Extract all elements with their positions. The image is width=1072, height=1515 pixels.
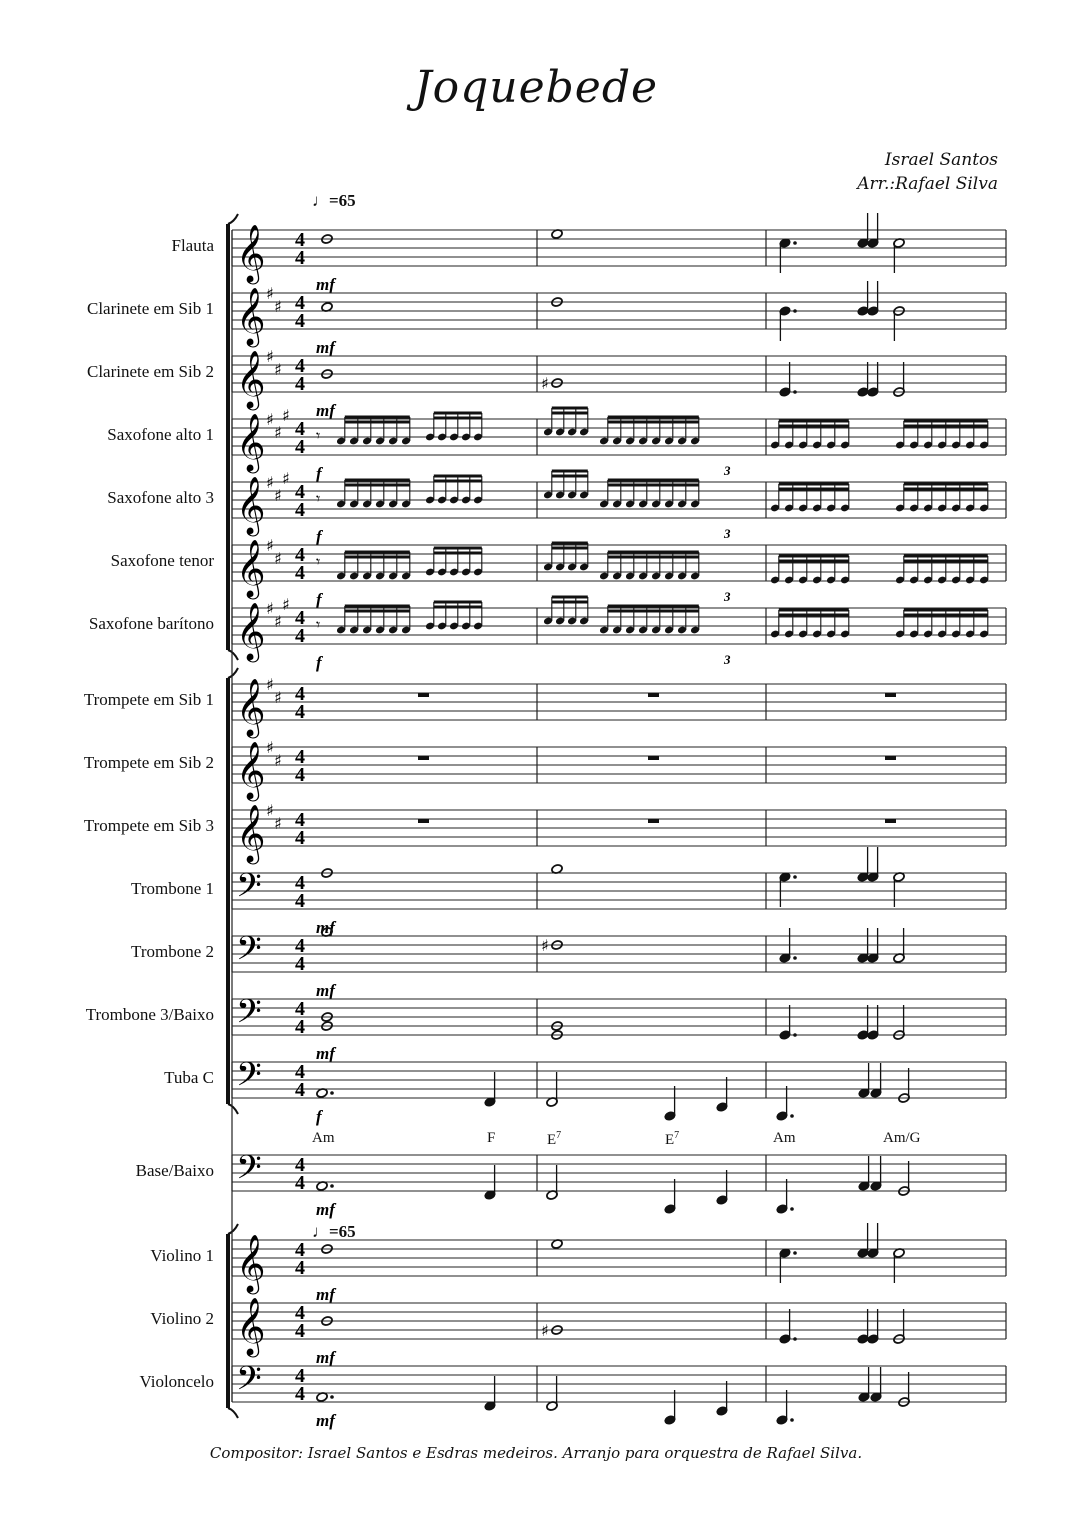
dynamic-mark: f <box>316 527 322 546</box>
chord-root: E <box>665 1132 675 1148</box>
instrument-label: Trompete em Sib 1 <box>83 690 214 709</box>
instrument-label: Saxofone alto 3 <box>107 488 214 507</box>
key-sharp-icon: ♯ <box>274 297 282 316</box>
treble-clef-icon: 𝄞 <box>236 1297 266 1355</box>
note <box>779 872 797 907</box>
treble-clef-icon: 𝄞 <box>236 602 266 660</box>
key-sharp-icon: ♯ <box>274 814 282 833</box>
time-signature-top: 4 <box>295 998 305 1020</box>
note <box>779 1005 797 1040</box>
note <box>546 1072 558 1107</box>
note <box>893 928 905 963</box>
time-signature-top: 4 <box>295 935 305 957</box>
whole-rest-icon <box>885 693 896 697</box>
whole-rest-icon <box>418 693 429 697</box>
key-sharp-icon: ♯ <box>266 410 274 429</box>
time-signature-top: 4 <box>295 229 305 251</box>
sixteenth-run <box>895 484 989 512</box>
dynamic-mark: mf <box>316 1044 335 1063</box>
bass-clef-icon: 𝄢 <box>236 993 262 1039</box>
time-signature-bottom: 4 <box>295 1016 305 1038</box>
time-signature-top: 4 <box>295 355 305 377</box>
note <box>857 281 869 316</box>
whole-rest-icon <box>885 819 896 823</box>
instrument-label: Saxofone tenor <box>110 551 214 570</box>
note <box>779 928 797 963</box>
note <box>857 1005 869 1040</box>
time-signature-bottom: 4 <box>295 1172 305 1194</box>
sixteenth-run <box>336 480 411 508</box>
dynamic-mark: mf <box>316 981 335 1000</box>
instrument-label: Clarinete em Sib 1 <box>86 299 214 318</box>
tuplet-number: 3 <box>724 589 731 604</box>
note <box>867 1309 879 1344</box>
sixteenth-run <box>770 556 850 584</box>
dynamic-mark: mf <box>316 918 335 937</box>
dynamic-mark: mf <box>316 1348 335 1367</box>
note <box>867 281 879 316</box>
treble-clef-icon: 𝄞 <box>236 224 266 282</box>
sixteenth-run <box>543 408 589 436</box>
note <box>664 1086 676 1121</box>
instrument-label: Trombone 2 <box>131 942 214 961</box>
time-signature-top: 4 <box>295 1154 305 1176</box>
note <box>867 847 879 882</box>
eighth-rest-icon: 𝄾 <box>316 426 321 445</box>
dynamic-mark: f <box>316 1107 322 1126</box>
note <box>870 1063 882 1098</box>
whole-rest-icon <box>885 756 896 760</box>
note <box>858 1367 870 1402</box>
note <box>858 1063 870 1098</box>
key-sharp-icon: ♯ <box>274 612 282 631</box>
note <box>893 872 905 907</box>
note <box>546 1376 558 1411</box>
key-sharp-icon: ♯ <box>266 599 274 618</box>
time-signature-top: 4 <box>295 481 305 503</box>
note <box>870 1156 882 1191</box>
note <box>857 1223 869 1258</box>
instrument-label: Trompete em Sib 2 <box>83 753 214 772</box>
note <box>484 1165 496 1200</box>
time-signature-top: 4 <box>295 746 305 768</box>
key-sharp-icon: ♯ <box>282 595 290 614</box>
key-sharp-icon: ♯ <box>266 675 274 694</box>
bracket-hook <box>228 214 238 224</box>
treble-clef-icon: 𝄞 <box>236 804 266 862</box>
instrument-label: Flauta <box>171 236 214 255</box>
time-signature-bottom: 4 <box>295 310 305 332</box>
tuplet-number: 3 <box>724 463 731 478</box>
sixteenth-run <box>895 610 989 638</box>
key-sharp-icon: ♯ <box>266 738 274 757</box>
whole-rest-icon <box>418 819 429 823</box>
dynamic-mark: f <box>316 590 322 609</box>
time-signature-top: 4 <box>295 1061 305 1083</box>
sixteenth-run <box>895 421 989 449</box>
footer-credit: Compositor: Israel Santos e Esdras medeiros. Arranjo para orquestra de Rafael Silva. <box>209 1444 863 1462</box>
chord-extension: 7 <box>674 1130 680 1141</box>
note <box>867 1223 879 1258</box>
time-signature-bottom: 4 <box>295 436 305 458</box>
note <box>857 847 869 882</box>
bass-clef-icon: 𝄢 <box>236 1149 262 1195</box>
time-signature-top: 4 <box>295 607 305 629</box>
key-sharp-icon: ♯ <box>282 406 290 425</box>
time-signature-top: 4 <box>295 1302 305 1324</box>
instrument-label: Clarinete em Sib 2 <box>86 362 214 381</box>
dynamic-mark: mf <box>316 1411 335 1430</box>
note <box>870 1367 882 1402</box>
key-sharp-icon: ♯ <box>274 360 282 379</box>
treble-clef-icon: 𝄞 <box>236 678 266 736</box>
treble-clef-icon: 𝄞 <box>236 350 266 408</box>
note <box>779 306 797 341</box>
tuplet-number: 3 <box>724 526 731 541</box>
instrument-label: Violino 2 <box>150 1309 214 1328</box>
time-signature-bottom: 4 <box>295 247 305 269</box>
sixteenth-run <box>543 471 589 499</box>
time-signature-bottom: 4 <box>295 1257 305 1279</box>
note <box>779 362 797 397</box>
time-signature-top: 4 <box>295 683 305 705</box>
note <box>716 1077 728 1112</box>
time-signature-top: 4 <box>295 1239 305 1261</box>
sixteenth-run <box>336 606 411 634</box>
key-sharp-icon: ♯ <box>266 347 274 366</box>
treble-clef-icon: 𝄞 <box>236 539 266 597</box>
bass-clef-icon: 𝄢 <box>236 930 262 976</box>
whole-rest-icon <box>648 693 659 697</box>
bass-clef-icon: 𝄢 <box>236 1360 262 1406</box>
note <box>867 213 879 248</box>
note <box>776 1390 794 1425</box>
sixteenth-run <box>599 552 700 580</box>
treble-clef-icon: 𝄞 <box>236 741 266 799</box>
whole-rest-icon <box>648 756 659 760</box>
instrument-label: Violino 1 <box>150 1246 214 1265</box>
note <box>664 1390 676 1425</box>
note <box>779 1248 797 1283</box>
note <box>776 1086 794 1121</box>
chord-root: Am <box>773 1130 796 1146</box>
note <box>484 1376 496 1411</box>
dynamic-mark: mf <box>316 275 335 294</box>
note <box>893 238 905 273</box>
page-title: Joquebede <box>413 62 659 113</box>
note <box>857 362 869 397</box>
svg-text:♯: ♯ <box>541 374 549 393</box>
sixteenth-run <box>770 421 850 449</box>
composer-name: Israel Santos <box>884 150 998 170</box>
treble-clef-icon: 𝄞 <box>236 287 266 345</box>
time-signature-top: 4 <box>295 544 305 566</box>
note <box>858 1156 870 1191</box>
instrument-label: Violoncelo <box>139 1372 214 1391</box>
time-signature-top: 4 <box>295 809 305 831</box>
sixteenth-run <box>543 543 589 571</box>
key-sharp-icon: ♯ <box>266 536 274 555</box>
key-sharp-icon: ♯ <box>282 469 290 488</box>
note <box>867 928 879 963</box>
time-signature-bottom: 4 <box>295 953 305 975</box>
sixteenth-run <box>895 556 989 584</box>
whole-rest-icon <box>648 819 659 823</box>
note <box>664 1179 676 1214</box>
chord-root: Am <box>312 1130 335 1146</box>
note <box>779 238 797 273</box>
sixteenth-run <box>425 602 483 630</box>
sixteenth-run <box>770 610 850 638</box>
instrument-label: Trombone 3/Baixo <box>85 1005 214 1024</box>
bracket-hook <box>228 1104 238 1114</box>
note <box>893 1248 905 1283</box>
sixteenth-run <box>336 417 411 445</box>
key-sharp-icon: ♯ <box>266 284 274 303</box>
time-signature-bottom: 4 <box>295 499 305 521</box>
time-signature-bottom: 4 <box>295 562 305 584</box>
time-signature-bottom: 4 <box>295 1079 305 1101</box>
time-signature-bottom: 4 <box>295 373 305 395</box>
treble-clef-icon: 𝄞 <box>236 1234 266 1292</box>
eighth-rest-icon: 𝄾 <box>316 489 321 508</box>
sixteenth-run <box>599 417 700 445</box>
bracket-hook <box>228 1408 238 1418</box>
time-signature-bottom: 4 <box>295 1383 305 1405</box>
instrument-label: Trombone 1 <box>131 879 214 898</box>
sixteenth-run <box>599 480 700 508</box>
note <box>779 1309 797 1344</box>
note <box>484 1072 496 1107</box>
note <box>857 1309 869 1344</box>
whole-rest-icon <box>418 756 429 760</box>
key-sharp-icon: ♯ <box>274 486 282 505</box>
chord-root: E <box>547 1132 557 1148</box>
time-signature-bottom: 4 <box>295 890 305 912</box>
key-sharp-icon: ♯ <box>266 801 274 820</box>
tuplet-number: 3 <box>724 652 731 667</box>
chord-extension: 7 <box>556 1130 562 1141</box>
treble-clef-icon: 𝄞 <box>236 413 266 471</box>
key-sharp-icon: ♯ <box>266 473 274 492</box>
note <box>546 1165 558 1200</box>
time-signature-top: 4 <box>295 1365 305 1387</box>
instrument-label: Saxofone barítono <box>88 614 214 633</box>
key-sharp-icon: ♯ <box>274 423 282 442</box>
sixteenth-run <box>543 597 589 625</box>
bracket-hook <box>228 1224 238 1234</box>
sixteenth-run <box>425 413 483 441</box>
eighth-rest-icon: 𝄾 <box>316 552 321 571</box>
note <box>857 213 869 248</box>
key-sharp-icon: ♯ <box>274 751 282 770</box>
key-sharp-icon: ♯ <box>274 688 282 707</box>
key-sharp-icon: ♯ <box>274 549 282 568</box>
bass-clef-icon: 𝄢 <box>236 1056 262 1102</box>
instrument-label: Tuba C <box>164 1068 214 1087</box>
time-signature-top: 4 <box>295 872 305 894</box>
time-signature-top: 4 <box>295 418 305 440</box>
instrument-label: Saxofone alto 1 <box>107 425 214 444</box>
eighth-rest-icon: 𝄾 <box>316 615 321 634</box>
dynamic-mark: mf <box>316 338 335 357</box>
dynamic-mark: mf <box>316 1200 335 1219</box>
note <box>716 1170 728 1205</box>
arranger-name: Arr.:Rafael Silva <box>857 174 998 194</box>
instrument-label: Trompete em Sib 3 <box>83 816 214 835</box>
dynamic-mark: f <box>316 653 322 672</box>
sixteenth-run <box>336 552 411 580</box>
sixteenth-run <box>770 484 850 512</box>
time-signature-bottom: 4 <box>295 827 305 849</box>
sixteenth-run <box>425 548 483 576</box>
time-signature-top: 4 <box>295 292 305 314</box>
svg-text:♯: ♯ <box>541 1321 549 1340</box>
chord-root: Am/G <box>883 1130 921 1146</box>
sixteenth-run <box>599 606 700 634</box>
note <box>716 1381 728 1416</box>
instrument-label: Base/Baixo <box>135 1161 214 1180</box>
note <box>776 1179 794 1214</box>
sixteenth-run <box>425 476 483 504</box>
tempo-mark: ♩=65 <box>312 191 356 210</box>
treble-clef-icon: 𝄞 <box>236 476 266 534</box>
dynamic-mark: mf <box>316 1285 335 1304</box>
note <box>857 928 869 963</box>
svg-text:♯: ♯ <box>541 936 549 955</box>
bass-clef-icon: 𝄢 <box>236 867 262 913</box>
time-signature-bottom: 4 <box>295 764 305 786</box>
dynamic-mark: mf <box>316 401 335 420</box>
note <box>867 362 879 397</box>
chord-root: F <box>487 1130 496 1146</box>
bracket-hook <box>228 668 238 678</box>
note <box>867 1005 879 1040</box>
time-signature-bottom: 4 <box>295 625 305 647</box>
time-signature-bottom: 4 <box>295 701 305 723</box>
tempo-mark-strings: ♩=65 <box>312 1222 356 1241</box>
time-signature-bottom: 4 <box>295 1320 305 1342</box>
dynamic-mark: f <box>316 464 322 483</box>
